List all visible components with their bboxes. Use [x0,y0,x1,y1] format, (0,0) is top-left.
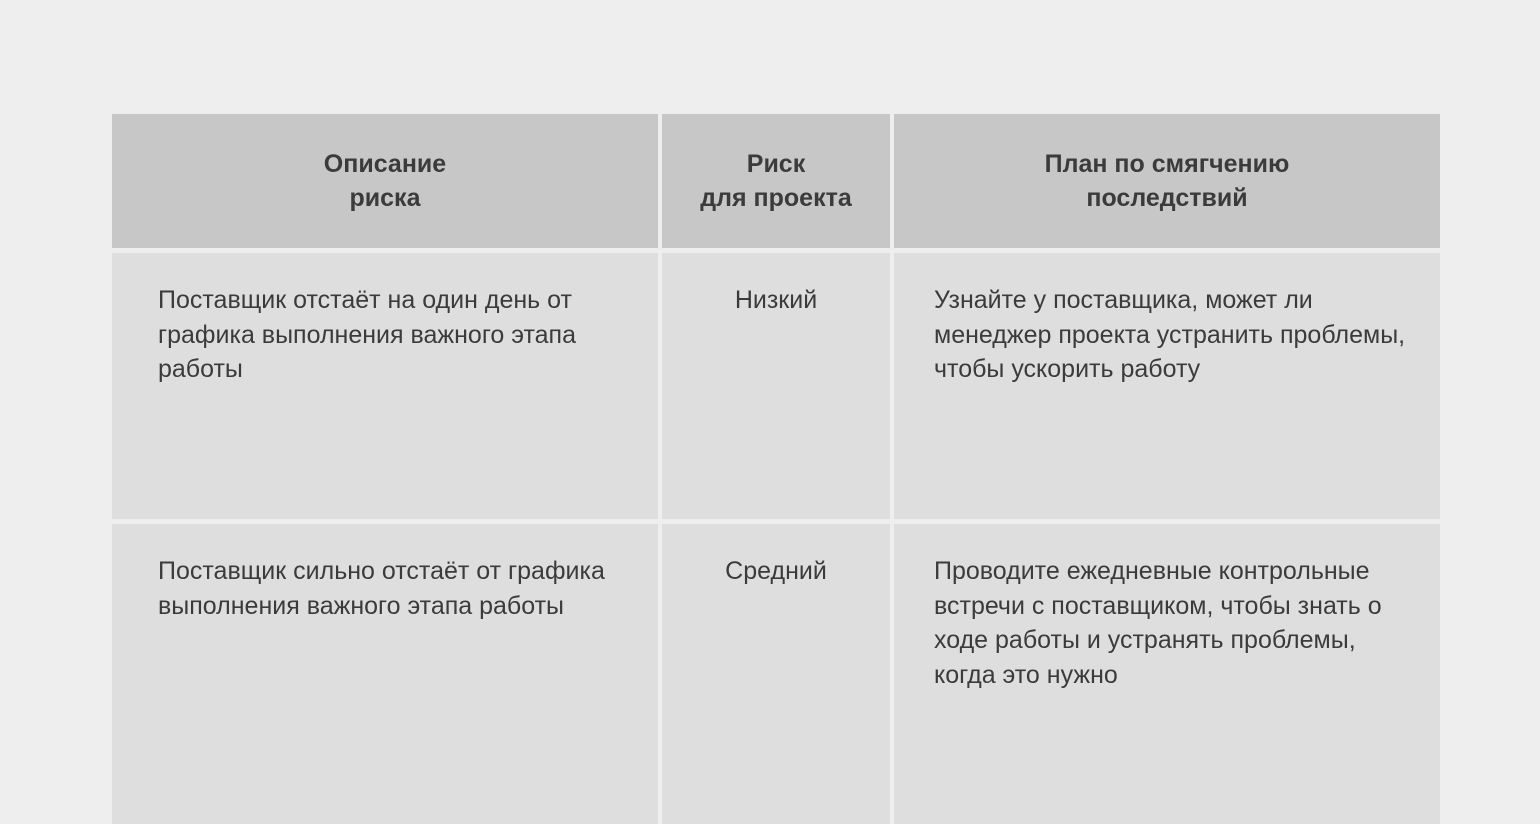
column-header-risk-line2: для проекта [674,181,878,216]
cell-mitigation-plan: Проводите ежедневные контрольные встречи с поставщиком, чтобы знать о ходе работы и устранять проблемы, когда это нужно [892,522,1440,824]
cell-risk-level: Низкий [660,251,892,522]
cell-risk-level: Средний [660,522,892,824]
table-row [112,522,1440,824]
cell-description: Поставщик сильно отстаёт от графика выполнения важного этапа работы [112,522,660,824]
column-header-plan [892,114,1440,251]
column-header-description-line1: Описание [124,147,646,182]
cell-mitigation-plan: Узнайте у поставщика, может ли менеджер проекта устранить проблемы, чтобы ускорить работу [892,251,1440,522]
table-body [112,251,1440,824]
column-header-plan-line2: последствий [906,181,1428,216]
column-header-risk [660,114,892,251]
column-header-risk-line1: Риск [674,147,878,182]
column-header-description [112,114,660,251]
risk-register-table [112,114,1440,824]
cell-description: Поставщик отстаёт на один день от графика выполнения важного этапа работы [112,251,660,522]
table-header-row [112,114,1440,251]
table-row [112,251,1440,522]
table-header [112,114,1440,251]
column-header-plan-line1: План по смягчению [906,147,1428,182]
column-header-description-line2: риска [124,181,646,216]
